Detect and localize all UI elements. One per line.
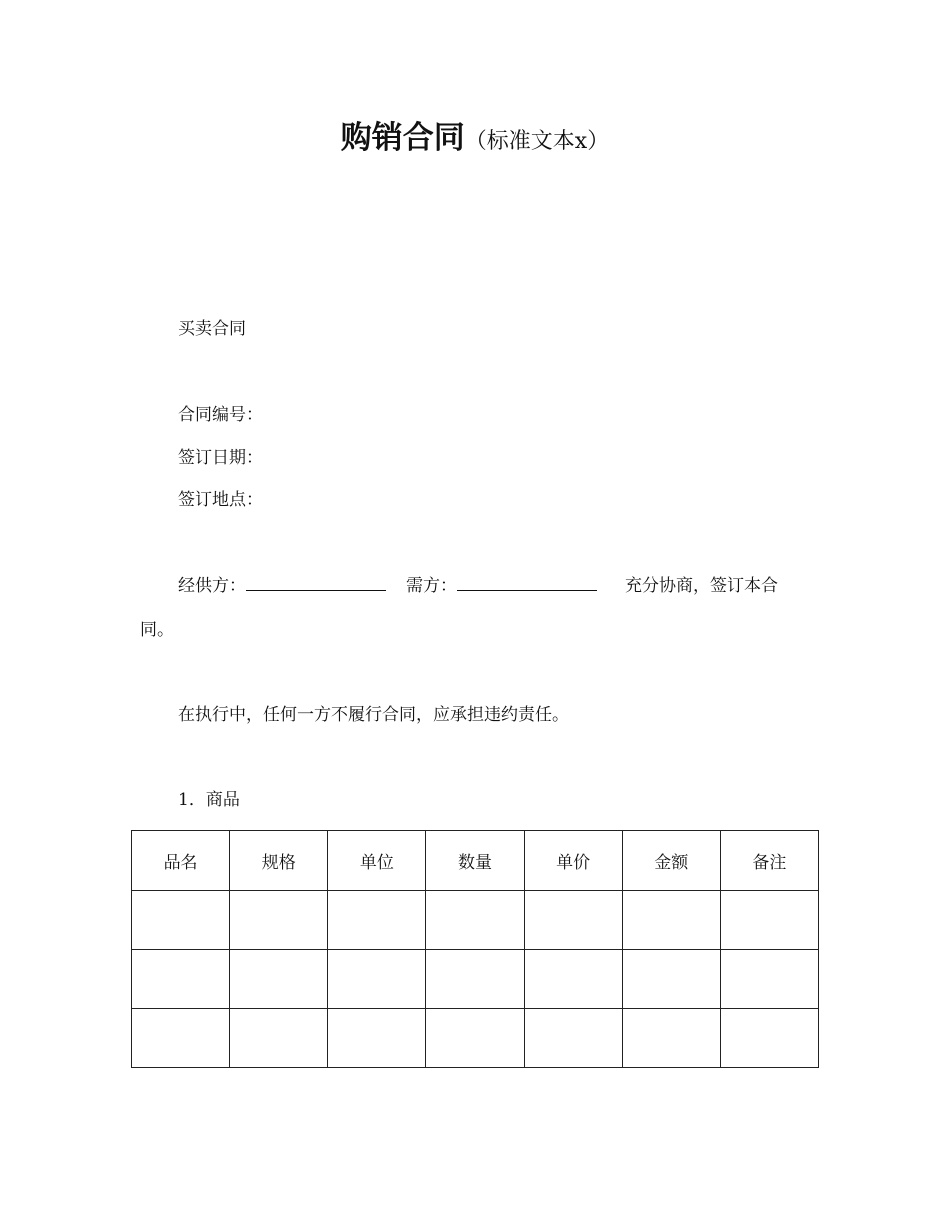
table-cell[interactable]: [426, 1009, 524, 1068]
table-cell[interactable]: [328, 950, 426, 1009]
agree-text: 充分协商，签订本合: [625, 576, 778, 596]
header-cell: 单位: [328, 831, 426, 891]
sign-place-label: 签订地点：: [178, 490, 263, 510]
title-subtitle: （标准文本x）: [464, 129, 610, 154]
table-cell[interactable]: [132, 891, 230, 950]
title-main: 购销合同: [340, 120, 465, 156]
table-cell[interactable]: [720, 950, 818, 1009]
section-1-heading: 1．商品: [178, 790, 240, 810]
sign-date-label: 签订日期：: [178, 448, 263, 468]
header-cell: 规格: [230, 831, 328, 891]
table-cell[interactable]: [230, 891, 328, 950]
header-cell: 备注: [720, 831, 818, 891]
table-cell[interactable]: [230, 1009, 328, 1068]
table-cell[interactable]: [524, 1009, 622, 1068]
header-cell: 单价: [524, 831, 622, 891]
table-cell[interactable]: [426, 891, 524, 950]
header-cell: 品名: [132, 831, 230, 891]
table-row: [132, 1009, 819, 1068]
parties-line: [178, 574, 778, 598]
table-cell[interactable]: [720, 1009, 818, 1068]
table-cell[interactable]: [328, 1009, 426, 1068]
supplier-label: 经供方：: [178, 576, 246, 596]
table-cell[interactable]: [524, 950, 622, 1009]
demander-label: 需方：: [406, 576, 457, 596]
table-cell[interactable]: [230, 950, 328, 1009]
table-cell[interactable]: [132, 950, 230, 1009]
demander-blank[interactable]: [457, 575, 597, 591]
table-row: [132, 891, 819, 950]
table-cell[interactable]: [328, 891, 426, 950]
agree-tail: 同。: [140, 620, 174, 640]
doc-heading: 买卖合同: [178, 319, 246, 339]
table-header-row: [132, 831, 819, 891]
table-cell[interactable]: [524, 891, 622, 950]
table-cell[interactable]: [622, 1009, 720, 1068]
table-cell[interactable]: [622, 891, 720, 950]
header-cell: 金额: [622, 831, 720, 891]
table-cell[interactable]: [720, 891, 818, 950]
supplier-blank[interactable]: [246, 575, 386, 591]
table-cell[interactable]: [132, 1009, 230, 1068]
contract-number-label: 合同编号：: [178, 405, 263, 425]
table-cell[interactable]: [426, 950, 524, 1009]
goods-table: [131, 830, 819, 1068]
liability-text: 在执行中，任何一方不履行合同，应承担违约责任。: [178, 705, 569, 725]
document-title: [0, 112, 950, 157]
header-cell: 数量: [426, 831, 524, 891]
table-row: [132, 950, 819, 1009]
table-cell[interactable]: [622, 950, 720, 1009]
